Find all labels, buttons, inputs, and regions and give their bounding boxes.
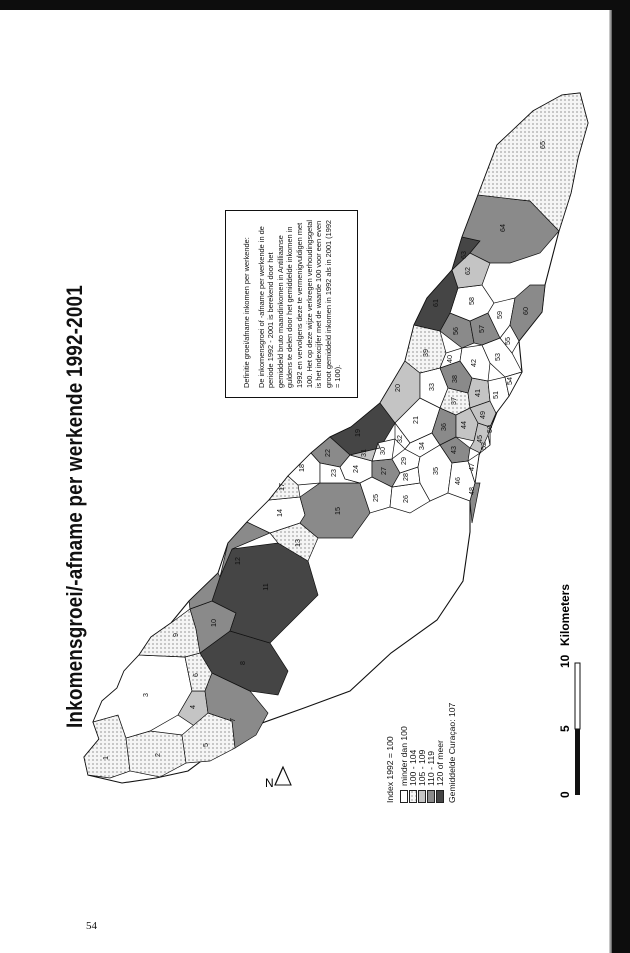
zone-label-29: 29 [399,457,408,465]
legend-swatch-class-2 [418,790,426,803]
zone-label-65: 65 [538,141,547,149]
zone-9 [139,609,200,657]
zone-label-24: 24 [351,465,360,473]
zone-label-11: 11 [261,583,270,591]
zone-label-9: 9 [171,633,180,637]
zone-label-30: 30 [378,447,387,455]
zone-label-20: 20 [393,384,402,392]
zone-label-8: 8 [238,661,247,665]
zone-label-38: 38 [450,375,459,383]
zone-label-44: 44 [459,421,468,429]
zone-label-10: 10 [209,619,218,627]
north-arrow [265,767,291,790]
zone-label-1: 1 [101,756,110,760]
zone-label-18: 18 [297,464,306,472]
zone-label-14: 14 [275,509,284,517]
legend-swatch-class-1 [409,790,417,803]
zone-label-25: 25 [371,494,380,502]
zone-label-57: 57 [477,325,486,333]
zone-label-60: 60 [521,307,530,315]
zone-label-63: 63 [459,251,468,259]
legend-label: 110 - 119 [425,750,436,786]
zone-label-64: 64 [498,224,507,232]
zone-label-42: 42 [469,359,478,367]
zone-label-52: 52 [479,442,488,450]
scale-bar [558,584,580,798]
zone-label-49: 49 [478,411,487,419]
zone-label-45: 45 [475,435,484,443]
zone-label-4: 4 [188,705,197,709]
definition-heading: Definitie groei/afname inkomen per werkende: [242,237,251,388]
definition-text: De inkomensgroei of -afname per werkende in de periode 1992 - 2001 is berekend door het gemiddeld bruto maandinkomen in Antilliaanse guldens te delen door het gemiddelde inkomen in 1992 en vervolgens deze te vermenigvuldigen met 100. Het op deze wijze verkregen verhoudingsgetal is het indexcijfer met de waarde 100 voor een even groot gemiddeld inkomen in 1992 als in 2001 (1992 = 100). [256,219,343,388]
zone-label-6: 6 [191,673,200,677]
zone-label-56: 56 [451,327,460,335]
legend-label: 120 of meer [434,740,445,786]
legend-swatch-class-3 [427,790,435,803]
map-legend [385,703,457,803]
zone-label-36: 36 [439,423,448,431]
zone-label-41: 41 [473,389,482,397]
zone-label-17: 17 [277,483,286,491]
zone-label-62: 62 [463,267,472,275]
zone-label-33: 33 [427,383,436,391]
legend-item [435,703,444,803]
legend-swatch-class-0 [400,790,408,803]
zone-label-51: 51 [491,391,500,399]
scale-tick-0: 0 [558,791,572,798]
zone-label-3: 3 [141,693,150,697]
scale-bar-segment-1 [575,729,580,795]
zone-label-59: 59 [495,311,504,319]
zone-label-43: 43 [449,446,458,454]
legend-label: 105 - 109 [416,749,427,786]
zone-label-58: 58 [467,297,476,305]
zone-label-28: 28 [401,473,410,481]
zone-label-34: 34 [417,442,426,450]
north-arrow-icon [275,767,291,785]
zone-label-40: 40 [445,355,454,363]
zone-label-23: 23 [329,469,338,477]
zone-label-53: 53 [493,353,502,361]
zone-label-7: 7 [228,718,237,722]
scale-tick-5: 5 [558,725,572,732]
zone-label-35: 35 [431,467,440,475]
zone-label-46: 46 [453,477,462,485]
page-number: 54 [86,920,97,932]
north-label: N [265,776,274,790]
zone-label-55: 55 [503,337,512,345]
definition-box [225,210,358,398]
zone-label-15: 15 [333,507,342,515]
zone-label-39: 39 [421,349,430,357]
legend-label: minder dan 100 [398,726,409,786]
legend-title: Index 1992 = 100 [385,736,395,803]
zone-label-5: 5 [201,743,210,747]
zone-label-13: 13 [293,539,302,547]
legend-average: Gemiddelde Curaçao: 107 [447,702,457,803]
legend-label: 100 - 104 [407,749,418,786]
zone-label-61: 61 [431,299,440,307]
zone-label-37: 37 [449,397,458,405]
zone-label-47: 47 [467,463,476,471]
zone-label-19: 19 [353,429,362,437]
zone-label-21: 21 [411,416,420,424]
zone-label-27: 27 [379,467,388,475]
scale-bar-segment-2 [575,663,580,729]
zone-label-54: 54 [505,377,514,385]
zone-label-12: 12 [233,557,242,565]
scale-unit: Kilometers [558,583,572,646]
zone-label-48: 48 [467,487,476,495]
zone-label-22: 22 [323,449,332,457]
zone-label-50: 50 [485,425,494,433]
zone-label-31: 31 [359,449,368,457]
zone-label-2: 2 [153,753,162,757]
zone-label-32: 32 [395,435,404,443]
page-title: Inkomensgroei/-afname per werkende 1992-2001 [62,285,87,728]
scale-tick-10: 10 [558,654,572,668]
legend-swatch-class-4 [436,790,444,803]
zone-label-26: 26 [401,495,410,503]
